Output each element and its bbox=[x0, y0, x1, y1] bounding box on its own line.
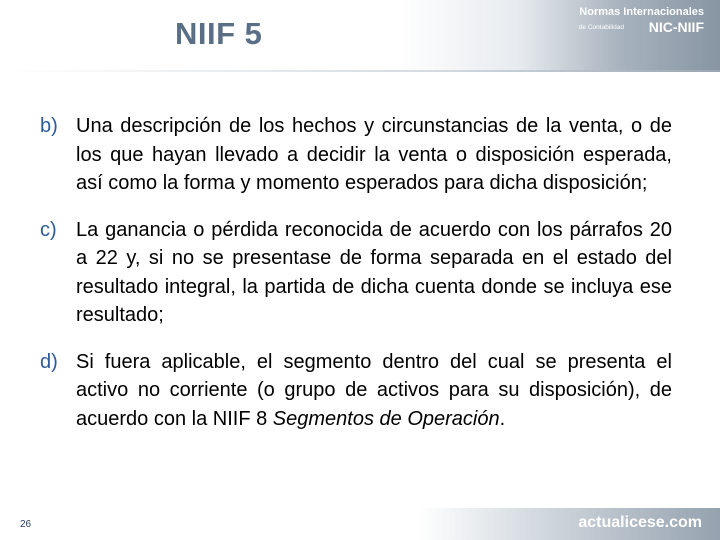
item-text-main: Si fuera aplicable, el segmento dentro del cual se presenta el activo no corriente (o grupo de activos para su disposición), de acuerdo con la NIIF 8 bbox=[76, 350, 672, 430]
item-marker: d) bbox=[40, 350, 58, 373]
slide-title: NIIF 5 bbox=[175, 16, 263, 51]
brand-line-2: de Contabilidad bbox=[578, 24, 624, 31]
list-item bbox=[40, 112, 672, 198]
list-item bbox=[40, 216, 672, 330]
brand-logo bbox=[564, 6, 704, 40]
brand-acronym: NIC-NIIF bbox=[648, 19, 704, 35]
footer-brand-logo: actualicese.com bbox=[578, 514, 702, 531]
item-text-italic: Segmentos de Operación bbox=[272, 407, 500, 430]
content-list bbox=[40, 112, 672, 451]
item-text-end: . bbox=[499, 407, 506, 430]
header-divider bbox=[0, 70, 720, 72]
brand-line-1: Normas Internacionales bbox=[579, 6, 704, 18]
item-marker: b) bbox=[40, 115, 58, 137]
item-text bbox=[76, 348, 672, 434]
item-text: Una descripción de los hechos y circunstancias de la venta, o de los que hayan llevado a decidir la venta o disposición esperada, así como la forma y momento esperados para dicha disposición; bbox=[76, 115, 672, 194]
list-item bbox=[40, 348, 672, 434]
item-text: La ganancia o pérdida reconocida de acuerdo con los párrafos 20 a 22 y, si no se presentase de forma separada en el estado del resultado integral, la partida de dicha cuenta donde se incluya ese resultado; bbox=[76, 218, 672, 326]
page-number: 26 bbox=[20, 519, 32, 530]
item-marker: c) bbox=[40, 218, 57, 241]
